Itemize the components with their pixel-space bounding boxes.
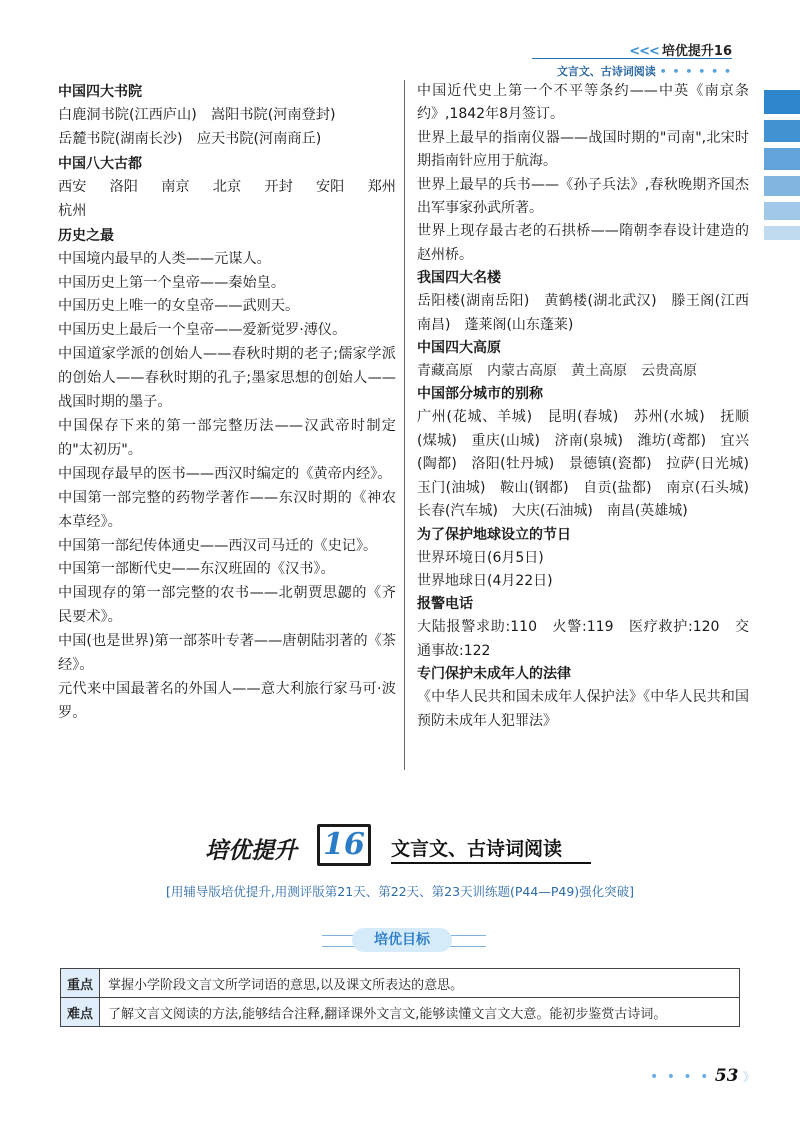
edge-tab xyxy=(764,120,800,142)
header-divider xyxy=(532,58,732,59)
goal-key: 难点 xyxy=(61,998,100,1027)
city-list xyxy=(58,176,396,200)
paragraph: 中国第一部纪传体通史——西汉司马迁的《史记》。 xyxy=(58,537,378,554)
goals-table xyxy=(60,968,740,1027)
city-name: 西安 xyxy=(58,178,87,195)
section-heading: 我国四大名楼 xyxy=(417,270,501,287)
paragraph: 广州(花城、羊城) 昆明(春城) 苏州(水城) 抚顺(煤城) 重庆(山城) 济南(泉城) 潍坊(鸢都) 宜兴(陶都) 洛阳(牡丹城) 景德镇(瓷都) 拉萨(日光城) 玉门(油城) 鞍山(钢都) 自贡(盐都) 南京(石头城) 长春(汽车城) 大庆(石油城) 南昌(英雄城) xyxy=(417,409,763,520)
table-row xyxy=(61,998,740,1027)
paragraph: 青藏高原 内蒙古高原 黄土高原 云贵高原 xyxy=(417,363,697,380)
goal-deco-right xyxy=(446,935,486,947)
paragraph: 中国境内最早的人类——元谋人。 xyxy=(58,250,271,267)
paragraph: 中国现存最早的医书——西汉时编定的《黄帝内经》。 xyxy=(58,465,392,482)
paragraph: 中国历史上最后一个皇帝——爱新觉罗·溥仪。 xyxy=(58,322,347,339)
banner-underline xyxy=(391,862,591,864)
section-heading: 中国八大古都 xyxy=(58,155,142,172)
paragraph: 大陆报警求助:110 火警:119 医疗救护:120 交通事故:122 xyxy=(417,619,749,659)
city-name: 安阳 xyxy=(315,178,345,195)
city-name: 南京 xyxy=(161,178,190,195)
paragraph: 世界上最早的兵书——《孙子兵法》,春秋晚期齐国杰出军事家孙武所著。 xyxy=(417,176,749,217)
right-column xyxy=(417,80,763,733)
edge-tab xyxy=(764,90,800,114)
banner-subtitle: 文言文、古诗词阅读 xyxy=(391,838,563,860)
paragraph: 中国历史上第一个皇帝——秦始皇。 xyxy=(58,274,286,291)
section-heading: 中国四大书院 xyxy=(58,84,142,100)
paragraph: 世界上最早的指南仪器——战国时期的"司南",北宋时期指南针应用于航海。 xyxy=(417,129,749,170)
paragraph: 中国第一部完整的药物学著作——东汉时期的《神农本草经》。 xyxy=(58,489,396,530)
goal-heading xyxy=(0,925,800,955)
paragraph: 中国(也是世界)第一部茶叶专著——唐朝陆羽著的《茶经》。 xyxy=(58,633,396,674)
table-row xyxy=(61,969,740,998)
edge-tab xyxy=(764,226,800,240)
edge-tab xyxy=(764,202,800,220)
paragraph: 中国道家学派的创始人——春秋时期的老子;儒家学派的创始人——春秋时期的孔子;墨家思想的创始人——战国时期的墨子。 xyxy=(58,346,396,411)
left-column xyxy=(58,80,396,726)
paragraph: 世界地球日(4月22日) xyxy=(417,572,553,589)
section-heading: 历史之最 xyxy=(58,227,114,244)
goal-value: 了解文言文阅读的方法,能够结合注释,翻译课外文言文,能够读懂文言文大意。能初步鉴赏古诗词。 xyxy=(100,998,740,1027)
usage-note: [用辅导版培优提升,用测评版第21天、第22天、第23天训练题(P44—P49)强化突破] xyxy=(165,884,635,899)
paragraph: 杭州 xyxy=(58,202,87,219)
section-heading: 为了保护地球设立的节日 xyxy=(417,526,571,543)
section-heading: 中国部分城市的别称 xyxy=(417,386,543,403)
goal-label xyxy=(352,928,452,952)
paragraph: 中国历史上唯一的女皇帝——武则天。 xyxy=(58,298,300,315)
column-divider xyxy=(404,80,405,770)
header-section-title: 培优提升16 xyxy=(661,44,732,59)
paragraph: 中国现存的第一部完整的农书——北朝贾思勰的《齐民要术》。 xyxy=(58,585,396,626)
paragraph: 中国近代史上第一个不平等条约——中英《南京条约》,1842年8月签订。 xyxy=(417,83,749,123)
edge-tab xyxy=(764,148,800,170)
paragraph: 中国第一部断代史——东汉班固的《汉书》。 xyxy=(58,561,335,578)
section-heading: 报警电话 xyxy=(417,596,473,613)
paragraph: 世界上现存最古老的石拱桥——隋朝李春设计建造的赵州桥。 xyxy=(417,223,749,263)
banner-title: 培优提升 xyxy=(205,837,297,864)
paragraph: 《中华人民共和国未成年人保护法》《中华人民共和国预防未成年人犯罪法》 xyxy=(417,689,749,729)
section-heading: 专门保护未成年人的法律 xyxy=(417,666,571,683)
goal-key: 重点 xyxy=(61,969,100,998)
page-number: 53 xyxy=(714,1066,739,1086)
header-subtitle-text: 文言文、古诗词阅读 xyxy=(556,65,656,78)
header-subtitle xyxy=(557,63,732,79)
banner-number-badge: 16 xyxy=(317,824,371,866)
section-banner xyxy=(205,820,585,868)
footer-dots: • • • • xyxy=(650,1069,711,1085)
paragraph: 元代来中国最著名的外国人——意大利旅行家马可·波罗。 xyxy=(58,680,396,721)
paragraph: 岳麓书院(湖南长沙) 应天书院(河南商丘) xyxy=(58,130,322,147)
paragraph: 中国保存下来的第一部完整历法——汉武帝时制定的"太初历"。 xyxy=(58,417,396,458)
header-dots: • • • • • • xyxy=(659,65,732,78)
city-name: 北京 xyxy=(212,178,242,195)
city-name: 郑州 xyxy=(367,178,396,195)
header-section xyxy=(629,40,732,59)
city-name: 洛阳 xyxy=(109,178,138,195)
section-heading: 中国四大高原 xyxy=(417,340,501,357)
edge-tab xyxy=(764,176,800,196)
goal-value: 掌握小学阶段文言文所学词语的意思,以及课文所表达的意思。 xyxy=(100,969,740,998)
city-name: 开封 xyxy=(264,178,293,195)
paragraph: 岳阳楼(湖南岳阳) 黄鹤楼(湖北武汉) 滕王阁(江西南昌) 蓬莱阁(山东蓬莱) xyxy=(417,293,749,333)
chevron-icon: 》 xyxy=(742,1070,755,1084)
header-arrows: <<< xyxy=(629,44,659,59)
page-footer xyxy=(650,1066,755,1086)
goal-label-text: 培优目标 xyxy=(374,932,430,948)
paragraph: 白鹿洞书院(江西庐山) 嵩阳书院(河南登封) xyxy=(58,107,336,123)
paragraph: 世界环境日(6月5日) xyxy=(417,549,544,566)
